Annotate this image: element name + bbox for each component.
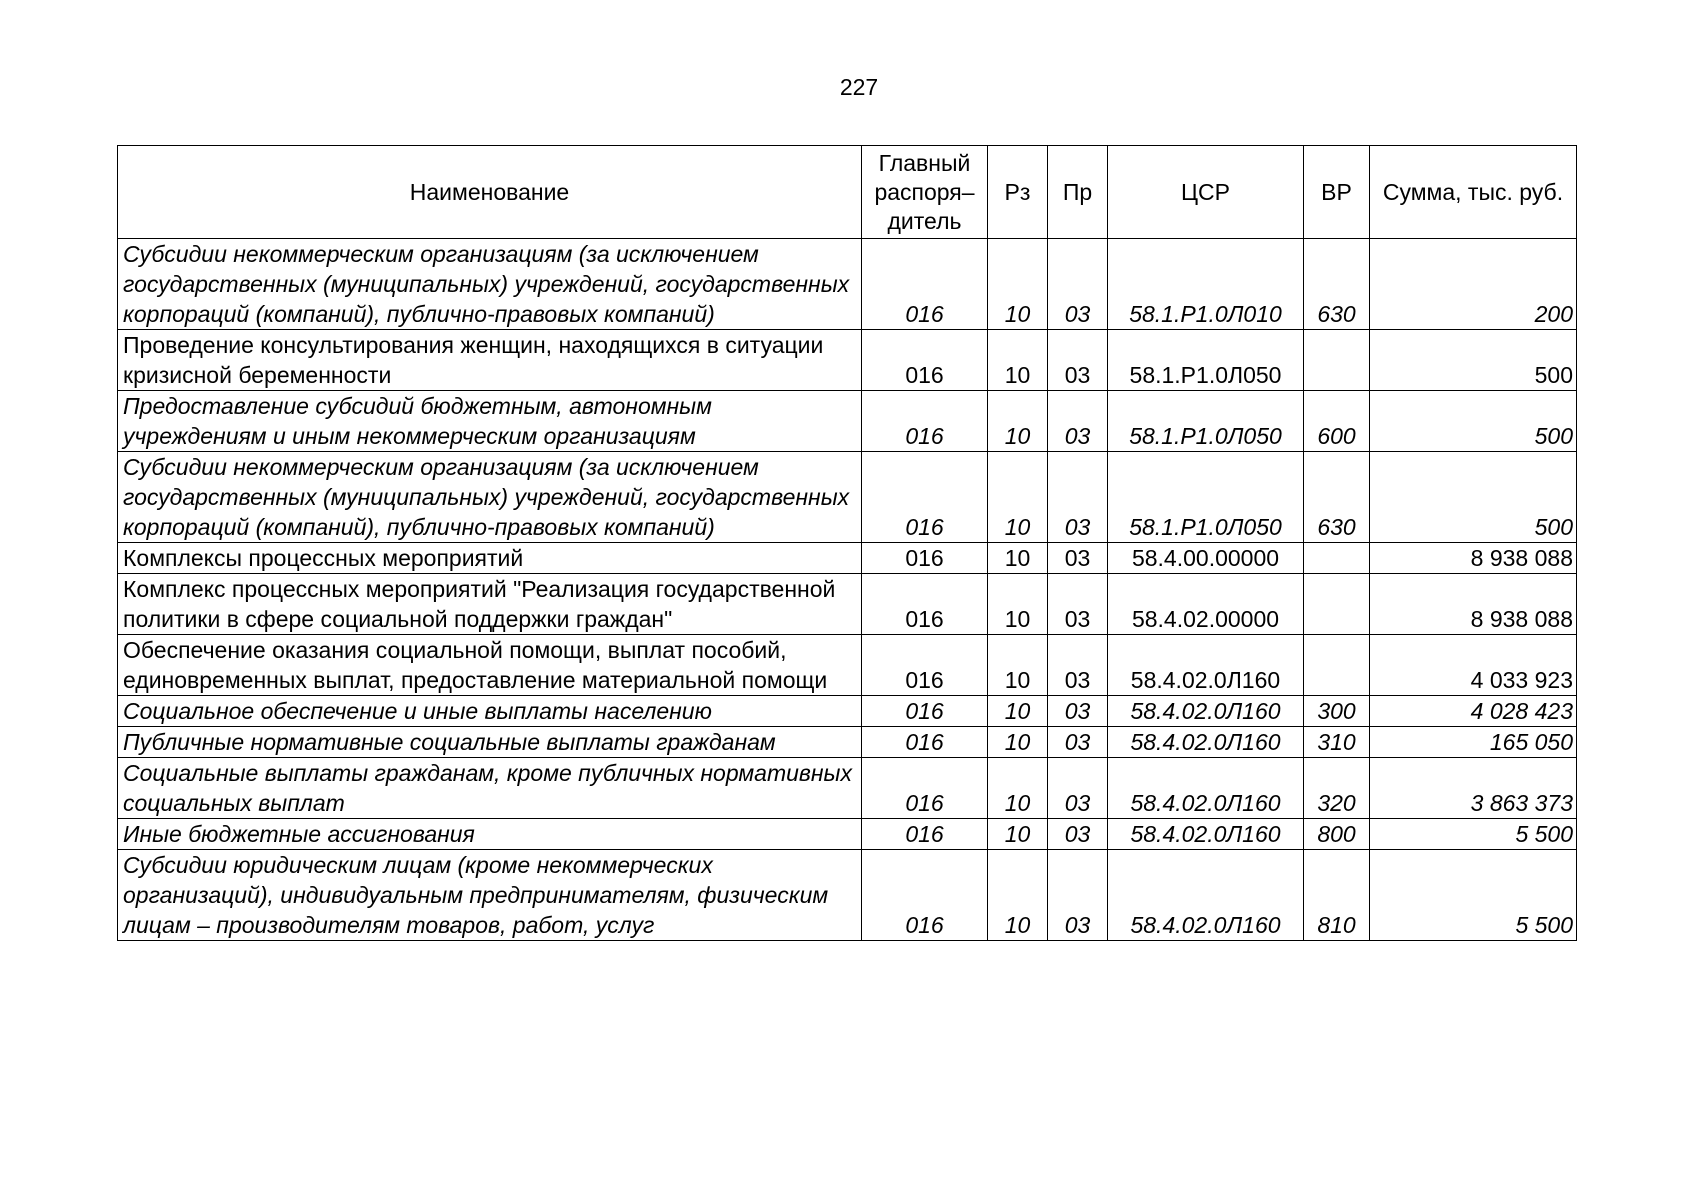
cell-csr: 58.4.02.0Л160 [1108, 850, 1304, 941]
cell-csr: 58.1.Р1.0Л050 [1108, 330, 1304, 391]
cell-pr: 03 [1048, 819, 1108, 850]
cell-sum: 165 050 [1370, 727, 1577, 758]
cell-name: Комплекс процессных мероприятий "Реализация государственной политики в сфере социальной поддержки граждан" [118, 574, 862, 635]
cell-rz: 10 [988, 239, 1048, 330]
cell-vr: 800 [1304, 819, 1370, 850]
cell-csr: 58.4.02.0Л160 [1108, 758, 1304, 819]
cell-name: Публичные нормативные социальные выплаты гражданам [118, 727, 862, 758]
table-row [118, 819, 1577, 850]
cell-csr: 58.4.02.0Л160 [1108, 635, 1304, 696]
cell-pr: 03 [1048, 574, 1108, 635]
table-row [118, 543, 1577, 574]
cell-vr: 600 [1304, 391, 1370, 452]
cell-pr: 03 [1048, 696, 1108, 727]
cell-gr: 016 [862, 543, 988, 574]
cell-csr: 58.4.02.0Л160 [1108, 696, 1304, 727]
cell-vr [1304, 330, 1370, 391]
cell-gr: 016 [862, 452, 988, 543]
budget-table [117, 145, 1577, 941]
cell-rz: 10 [988, 391, 1048, 452]
cell-rz: 10 [988, 543, 1048, 574]
cell-pr: 03 [1048, 391, 1108, 452]
cell-csr: 58.4.00.00000 [1108, 543, 1304, 574]
header-pr: Пр [1048, 146, 1108, 239]
table-row [118, 850, 1577, 941]
cell-name: Социальные выплаты гражданам, кроме публичных нормативных социальных выплат [118, 758, 862, 819]
cell-gr: 016 [862, 727, 988, 758]
header-csr: ЦСР [1108, 146, 1304, 239]
cell-gr: 016 [862, 819, 988, 850]
cell-rz: 10 [988, 727, 1048, 758]
table-row [118, 239, 1577, 330]
table-row [118, 758, 1577, 819]
cell-pr: 03 [1048, 635, 1108, 696]
table-row [118, 696, 1577, 727]
header-name: Наименование [118, 146, 862, 239]
cell-csr: 58.1.Р1.0Л050 [1108, 452, 1304, 543]
cell-gr: 016 [862, 758, 988, 819]
cell-pr: 03 [1048, 330, 1108, 391]
cell-vr [1304, 543, 1370, 574]
cell-gr: 016 [862, 239, 988, 330]
cell-name: Субсидии некоммерческим организациям (за исключением государственных (муниципальных) учреждений, государственных корпораций (компаний), публично-правовых компаний) [118, 452, 862, 543]
cell-sum: 8 938 088 [1370, 543, 1577, 574]
cell-name: Иные бюджетные ассигнования [118, 819, 862, 850]
cell-csr: 58.4.02.0Л160 [1108, 819, 1304, 850]
cell-csr: 58.4.02.0Л160 [1108, 727, 1304, 758]
cell-pr: 03 [1048, 543, 1108, 574]
table-row [118, 727, 1577, 758]
table-row [118, 635, 1577, 696]
cell-name: Субсидии некоммерческим организациям (за исключением государственных (муниципальных) учреждений, государственных корпораций (компаний), публично-правовых компаний) [118, 239, 862, 330]
cell-vr [1304, 574, 1370, 635]
header-gr: Главный распоря–дитель [862, 146, 988, 239]
cell-csr: 58.1.Р1.0Л050 [1108, 391, 1304, 452]
table-row [118, 574, 1577, 635]
cell-gr: 016 [862, 330, 988, 391]
cell-sum: 4 033 923 [1370, 635, 1577, 696]
cell-pr: 03 [1048, 758, 1108, 819]
cell-gr: 016 [862, 850, 988, 941]
cell-vr: 810 [1304, 850, 1370, 941]
cell-rz: 10 [988, 819, 1048, 850]
cell-sum: 200 [1370, 239, 1577, 330]
cell-rz: 10 [988, 635, 1048, 696]
cell-sum: 5 500 [1370, 819, 1577, 850]
page-number: 227 [839, 74, 879, 100]
cell-rz: 10 [988, 696, 1048, 727]
cell-vr: 300 [1304, 696, 1370, 727]
table-row [118, 452, 1577, 543]
cell-pr: 03 [1048, 239, 1108, 330]
cell-vr [1304, 635, 1370, 696]
cell-name: Обеспечение оказания социальной помощи, выплат пособий, единовременных выплат, предоставление материальной помощи [118, 635, 862, 696]
header-sum: Сумма, тыс. руб. [1370, 146, 1577, 239]
cell-rz: 10 [988, 758, 1048, 819]
cell-rz: 10 [988, 574, 1048, 635]
cell-sum: 5 500 [1370, 850, 1577, 941]
cell-rz: 10 [988, 452, 1048, 543]
cell-rz: 10 [988, 330, 1048, 391]
cell-vr: 320 [1304, 758, 1370, 819]
cell-name: Социальное обеспечение и иные выплаты населению [118, 696, 862, 727]
cell-gr: 016 [862, 391, 988, 452]
cell-sum: 4 028 423 [1370, 696, 1577, 727]
cell-sum: 3 863 373 [1370, 758, 1577, 819]
cell-gr: 016 [862, 635, 988, 696]
cell-sum: 500 [1370, 330, 1577, 391]
cell-gr: 016 [862, 574, 988, 635]
cell-gr: 016 [862, 696, 988, 727]
cell-name: Проведение консультирования женщин, находящихся в ситуации кризисной беременности [118, 330, 862, 391]
cell-pr: 03 [1048, 850, 1108, 941]
cell-pr: 03 [1048, 727, 1108, 758]
cell-vr: 630 [1304, 239, 1370, 330]
cell-name: Комплексы процессных мероприятий [118, 543, 862, 574]
header-vr: ВР [1304, 146, 1370, 239]
cell-name: Предоставление субсидий бюджетным, автономным учреждениям и иным некоммерческим организациям [118, 391, 862, 452]
header-rz: Рз [988, 146, 1048, 239]
table-row [118, 330, 1577, 391]
cell-sum: 500 [1370, 452, 1577, 543]
table-row [118, 391, 1577, 452]
cell-name: Субсидии юридическим лицам (кроме некоммерческих организаций), индивидуальным предпринимателям, физическим лицам – производителям товаров, работ, услуг [118, 850, 862, 941]
cell-pr: 03 [1048, 452, 1108, 543]
cell-vr: 310 [1304, 727, 1370, 758]
cell-csr: 58.1.Р1.0Л010 [1108, 239, 1304, 330]
table-header-row [118, 146, 1577, 239]
cell-vr: 630 [1304, 452, 1370, 543]
cell-csr: 58.4.02.00000 [1108, 574, 1304, 635]
cell-sum: 500 [1370, 391, 1577, 452]
cell-sum: 8 938 088 [1370, 574, 1577, 635]
cell-rz: 10 [988, 850, 1048, 941]
